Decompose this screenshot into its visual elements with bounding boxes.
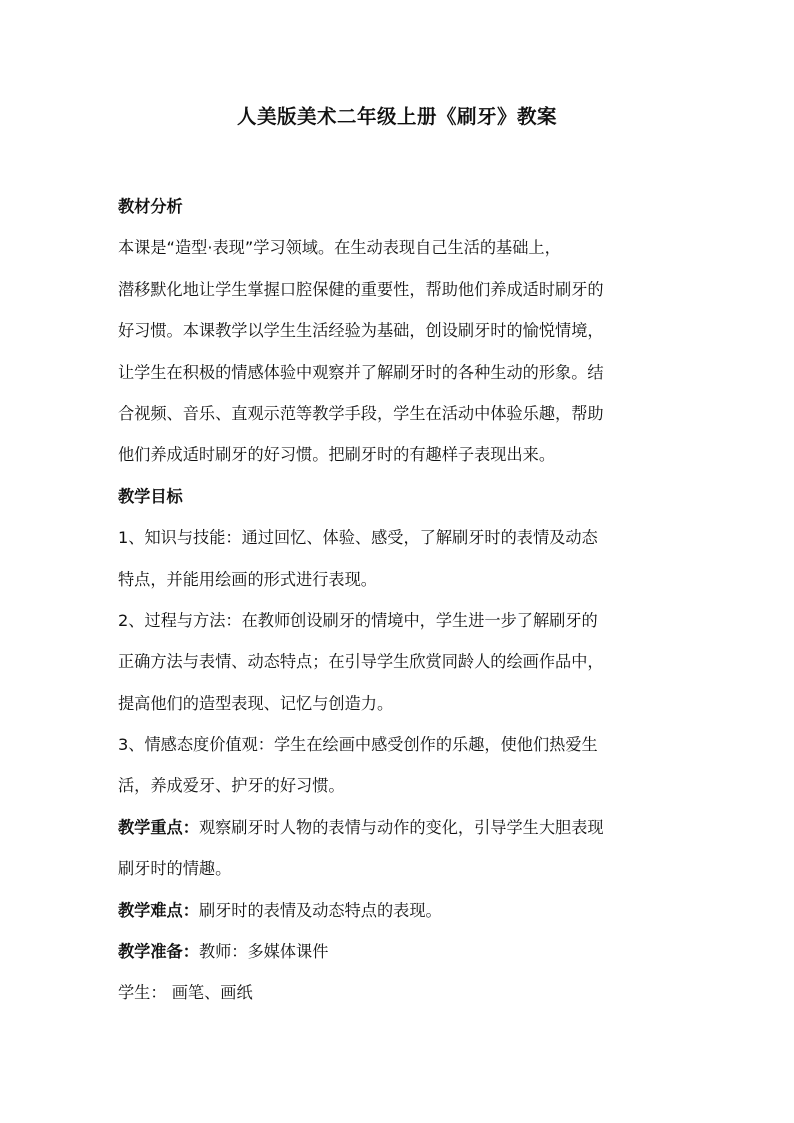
preparation-label: 教学准备：: [118, 942, 199, 962]
goals-line-4: 正确方法与表情、动态特点；在引导学生欣赏同龄人的绘画作品中，: [118, 652, 604, 672]
key-point-line-1: [118, 807, 683, 848]
section-heading-analysis: 教材分析: [118, 197, 183, 216]
goals-line-2: 特点，并能用绘画的形式进行表现。: [118, 569, 377, 589]
difficulty-text: 刷牙时的表情及动态特点的表现。: [198, 900, 442, 920]
goals-line-3: 2、过程与方法：在教师创设刷牙的情境中，学生进一步了解刷牙的: [118, 610, 598, 630]
analysis-line-3: 好习惯。本课教学以学生生活经验为基础，创设刷牙时的愉悦情境，: [118, 321, 604, 341]
analysis-line-1: 本课是“造型·表现”学习领域。在生动表现自己生活的基础上，: [118, 238, 561, 258]
difficulty-label: 教学难点：: [118, 900, 199, 920]
difficulty-line: [118, 890, 683, 931]
preparation-teacher-text: 教师：多媒体课件: [198, 942, 329, 962]
goals-line-5: 提高他们的造型表现、记忆与创造力。: [118, 693, 394, 713]
analysis-line-4: 让学生在积极的情感体验中观察并了解刷牙时的各种生动的形象。结: [118, 362, 604, 382]
preparation-student-line: 学生： 画笔、画纸: [118, 983, 253, 1003]
preparation-line: [118, 931, 683, 972]
key-point-text: 观察刷牙时人物的表情与动作的变化，引导学生大胆表现: [198, 817, 604, 837]
analysis-line-5: 合视频、音乐、直观示范等教学手段，学生在活动中体验乐趣，帮助: [118, 403, 604, 423]
analysis-line-2: 潜移默化地让学生掌握口腔保健的重要性，帮助他们养成适时刷牙的: [118, 279, 604, 299]
analysis-line-6: 他们养成适时刷牙的好习惯。把刷牙时的有趣样子表现出来。: [118, 445, 556, 465]
document-body: [118, 186, 683, 1014]
goals-line-7: 活，养成爱牙、护牙的好习惯。: [118, 776, 345, 796]
goals-line-6: 3、情感态度价值观：学生在绘画中感受创作的乐趣，使他们热爱生: [118, 735, 598, 755]
document-title: 人美版美术二年级上册《刷牙》教案: [236, 105, 557, 128]
key-point-label: 教学重点：: [118, 817, 199, 837]
goals-line-1: 1、知识与技能：通过回忆、体验、感受，了解刷牙时的表情及动态: [118, 528, 598, 548]
key-point-line-2: 刷牙时的情趣。: [118, 859, 232, 879]
section-heading-goals: 教学目标: [118, 486, 183, 506]
